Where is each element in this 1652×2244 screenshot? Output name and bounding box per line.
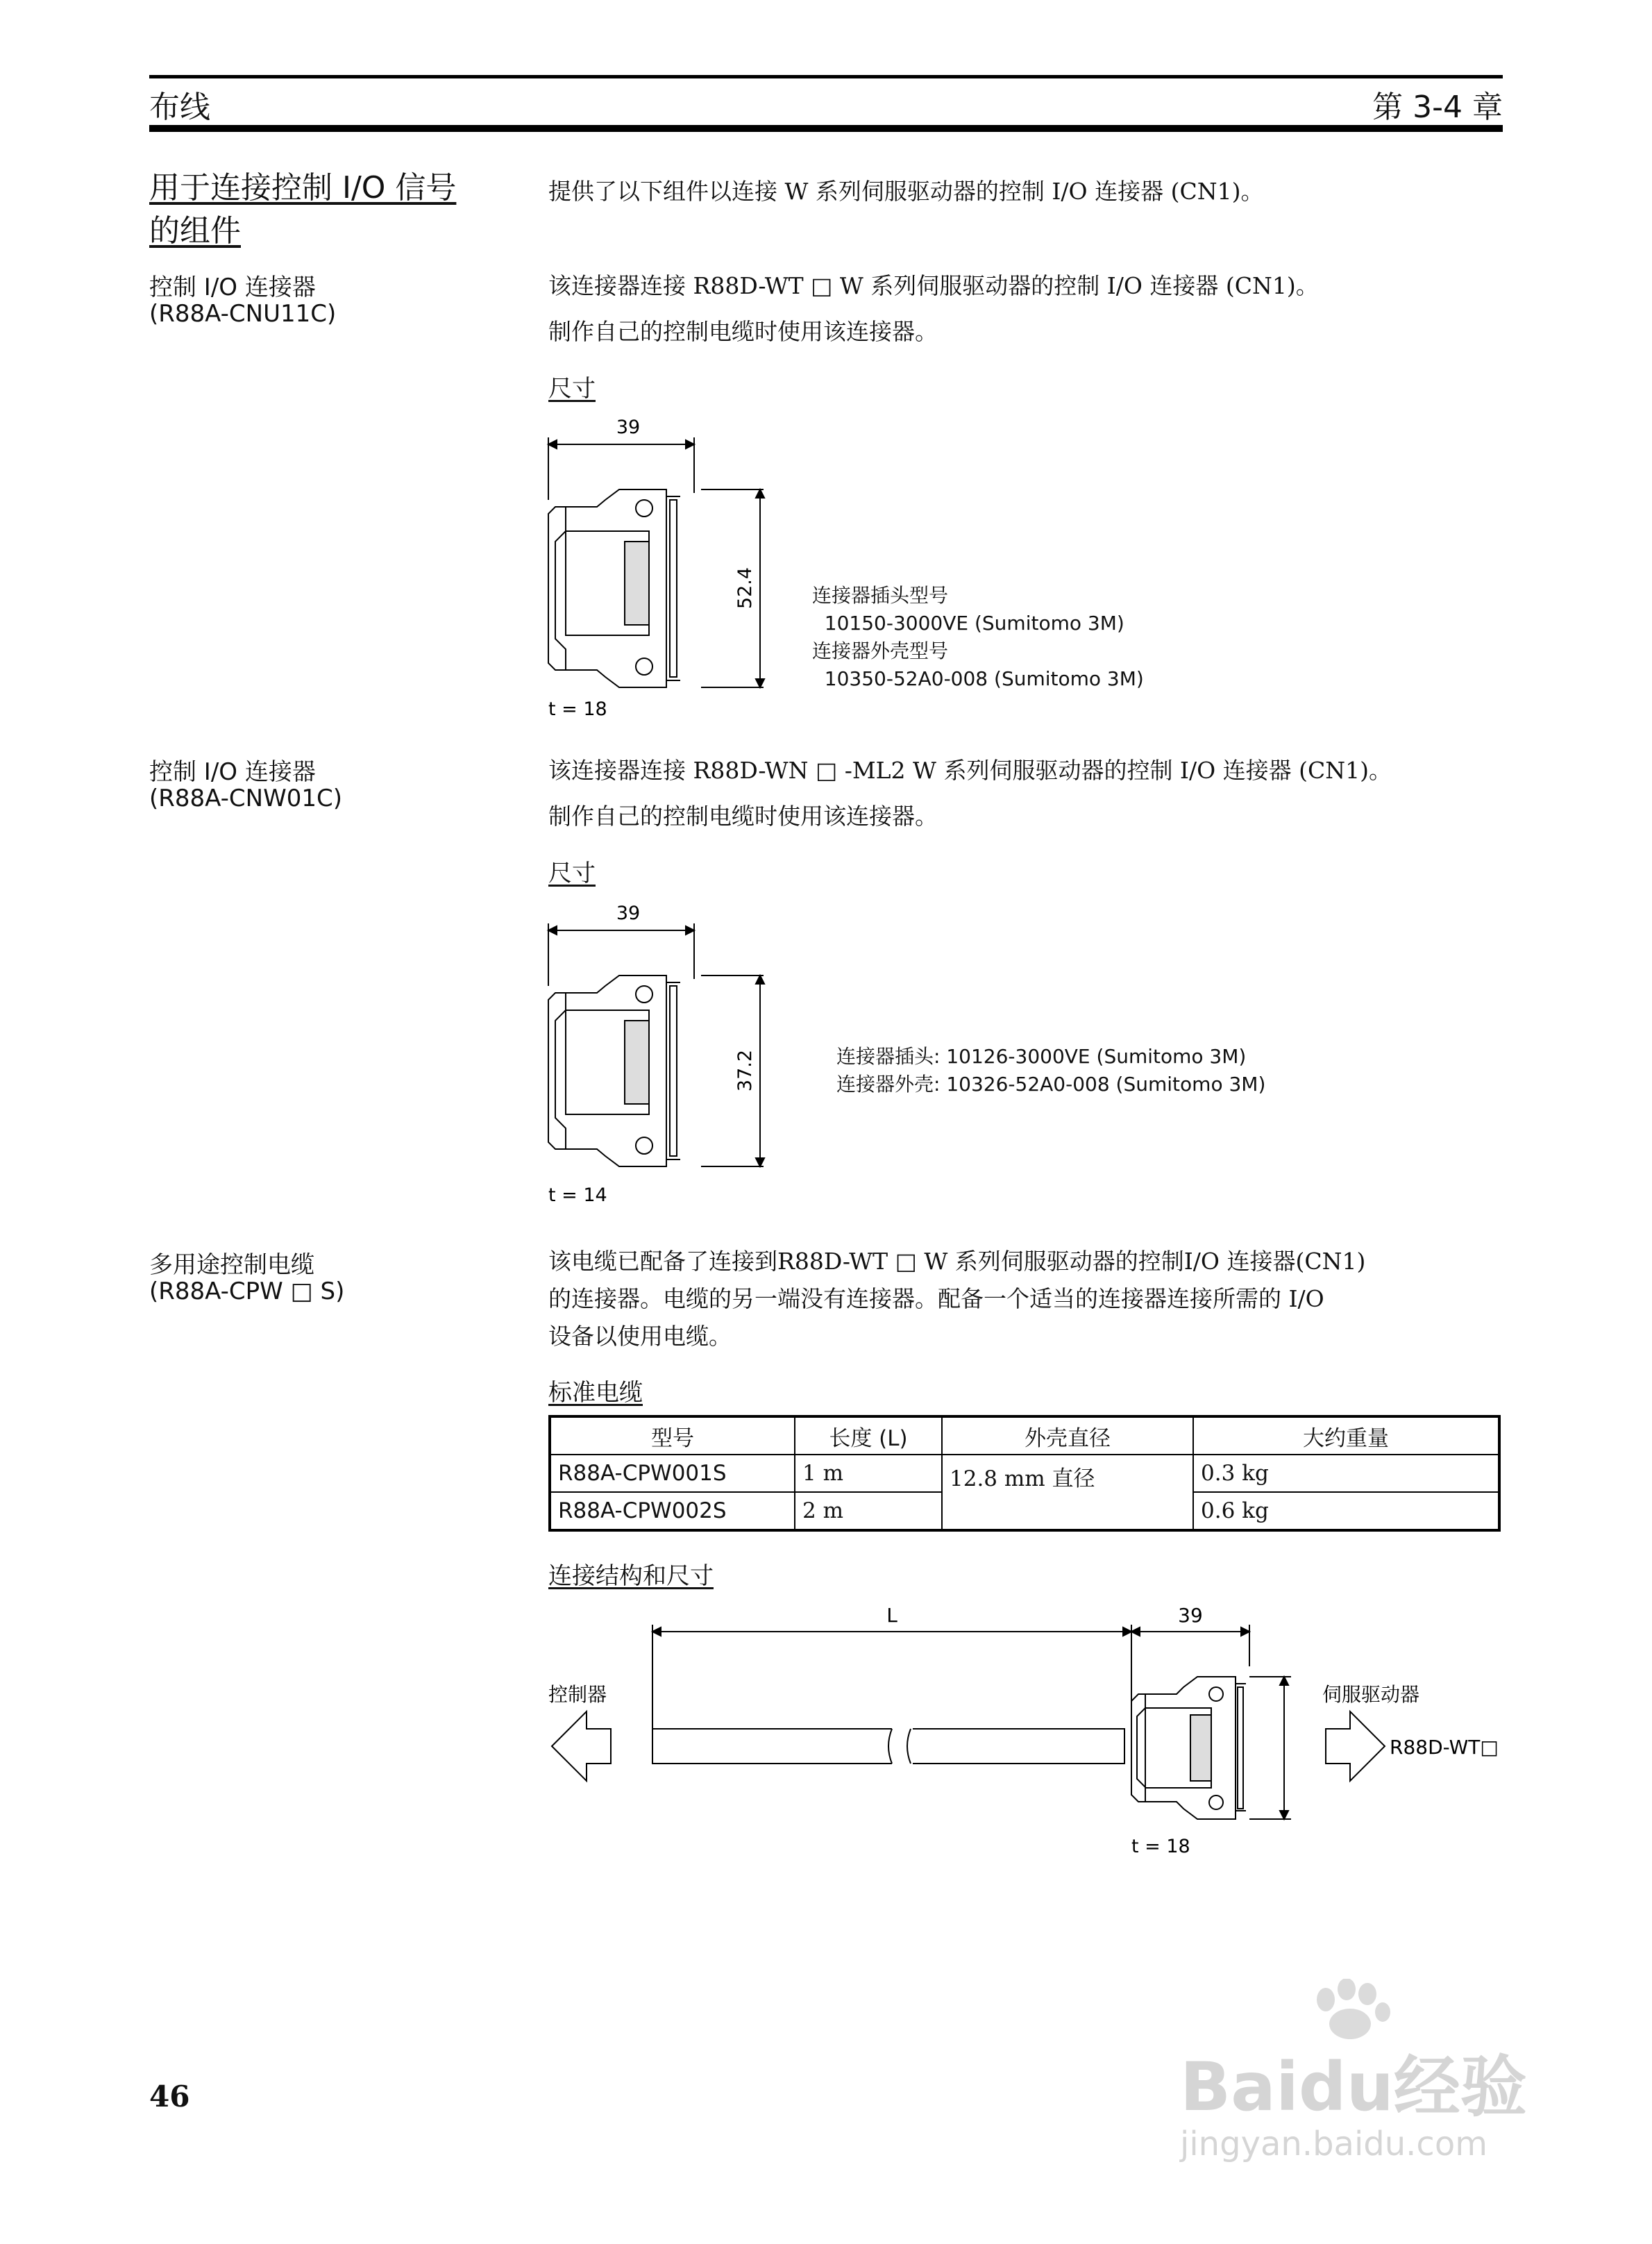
connector-diagram-cnw01c — [528, 896, 805, 1215]
table-cell-model: R88A-CPW002S — [550, 1492, 795, 1530]
item1-note-4: 10350-52A0-008 (Sumitomo 3M) — [812, 667, 1144, 690]
item2-dim-height: 37.2 — [734, 1049, 756, 1092]
item1-name: 控制 I/O 连接器 — [149, 274, 316, 301]
connection-title: 连接结构和尺寸 — [548, 1562, 714, 1590]
table-header-weight: 大约重量 — [1193, 1416, 1499, 1455]
connection-left-label: 控制器 — [548, 1683, 607, 1706]
page-number: 46 — [149, 2079, 190, 2113]
item2-dim-width: 39 — [616, 903, 641, 924]
table-cell-model: R88A-CPW001S — [550, 1455, 795, 1492]
section-title-line1: 用于连接控制 I/O 信号 — [149, 170, 457, 206]
connector-diagram-cnu11c — [528, 410, 805, 729]
item2-desc-line1: 该连接器连接 R88D-WN □ -ML2 W 系列伺服驱动器的控制 I/O 连接器 (CN1)。 — [548, 757, 1392, 784]
item1-note-1: 连接器插头型号 — [812, 584, 949, 607]
header-right-title: 第 3-4 章 — [1372, 90, 1503, 125]
table-header-diameter: 外壳直径 — [942, 1416, 1193, 1455]
header-bottom-rule — [149, 125, 1503, 132]
connection-length-label: L — [886, 1604, 897, 1627]
item3-desc-line1: 该电缆已配备了连接到R88D-WT □ W 系列伺服驱动器的控制I/O 连接器(CN1) — [548, 1248, 1366, 1275]
table-cell-weight: 0.6 kg — [1193, 1492, 1499, 1530]
cable-spec-table — [548, 1415, 1501, 1532]
item3-desc-line3: 设备以使用电缆。 — [548, 1323, 732, 1350]
table-header-model: 型号 — [550, 1416, 795, 1455]
table-cell-length: 1 m — [795, 1455, 942, 1492]
table-cell-length: 2 m — [795, 1492, 942, 1530]
connection-width-label: 39 — [1178, 1604, 1203, 1627]
header-top-rule — [149, 75, 1503, 78]
item3-model: (R88A-CPW □ S) — [149, 1278, 345, 1305]
item1-note-2: 10150-3000VE (Sumitomo 3M) — [812, 612, 1124, 635]
item1-subtitle: 尺寸 — [548, 375, 596, 403]
connection-right-label: 伺服驱动器 — [1322, 1683, 1420, 1706]
item2-note-1: 连接器插头: 10126-3000VE (Sumitomo 3M) — [836, 1045, 1247, 1068]
item2-name: 控制 I/O 连接器 — [149, 758, 316, 786]
table-header-length: 长度 (L) — [795, 1416, 942, 1455]
watermark-brand: Baidu经验 — [1180, 2048, 1527, 2126]
section-intro: 提供了以下组件以连接 W 系列伺服驱动器的控制 I/O 连接器 (CN1)。 — [548, 178, 1264, 205]
item1-dim-width: 39 — [616, 417, 641, 438]
item2-note-2: 连接器外壳: 10326-52A0-008 (Sumitomo 3M) — [836, 1073, 1266, 1096]
item2-model: (R88A-CNW01C) — [149, 785, 342, 812]
table-cell-weight: 0.3 kg — [1193, 1455, 1499, 1492]
section-title-line2: 的组件 — [149, 213, 241, 249]
cable-table-title: 标准电缆 — [548, 1379, 643, 1407]
connection-thickness: t = 18 — [1131, 1836, 1190, 1857]
paw-icon — [1305, 1979, 1395, 2041]
item2-subtitle: 尺寸 — [548, 860, 596, 887]
header-left-title: 布线 — [149, 90, 210, 125]
connection-right-model: R88D-WT□ — [1390, 1736, 1499, 1759]
item2-desc-line2: 制作自己的控制电缆时使用该连接器。 — [548, 803, 938, 830]
item1-desc-line2: 制作自己的控制电缆时使用该连接器。 — [548, 318, 938, 345]
connection-diagram — [541, 1597, 1527, 1875]
item3-name: 多用途控制电缆 — [149, 1251, 314, 1279]
item1-note-3: 连接器外壳型号 — [812, 639, 949, 662]
item1-dim-height: 52.4 — [734, 567, 756, 610]
table-header-row — [550, 1416, 1499, 1455]
watermark-url: jingyan.baidu.com — [1180, 2125, 1487, 2163]
item1-thickness: t = 18 — [548, 698, 607, 720]
item1-desc-line1: 该连接器连接 R88D-WT □ W 系列伺服驱动器的控制 I/O 连接器 (CN1)。 — [548, 272, 1319, 299]
table-cell-diameter: 12.8 mm 直径 — [942, 1455, 1193, 1530]
table-row — [550, 1455, 1499, 1492]
item1-model: (R88A-CNU11C) — [149, 300, 337, 328]
item2-thickness: t = 14 — [548, 1184, 607, 1206]
item3-desc-line2: 的连接器。电缆的另一端没有连接器。配备一个适当的连接器连接所需的 I/O — [548, 1285, 1324, 1312]
